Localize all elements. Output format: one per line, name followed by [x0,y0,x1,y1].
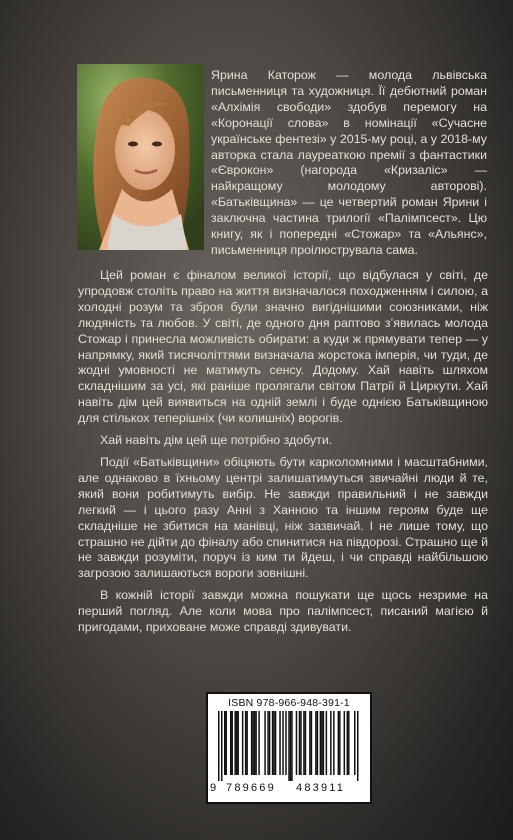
barcode-bar [317,711,318,775]
barcode-bar [354,711,355,775]
barcode-bar [285,711,286,775]
barcode-bar [269,711,270,775]
barcode-bar [279,711,280,775]
author-photo [77,64,204,250]
barcode-bar [296,711,297,775]
barcode-bar [234,711,235,775]
description-paragraph: В кожній історії завжди можна пошукати ще щось незриме на перший погляд. Але коли мова про палімпсест, писаний магією й пригодами, приховане може справді здивувати. [78,588,488,635]
description-paragraph: Події «Батьківщини» обіцяють бути карколомними і масштабними, але однаково в їхньому центрі залишатимуться звичайні люди й те, який вони робитимуть вибір. Не завжди правильний і не завжди легкий — і цього разу Анні з Ханною та іншим героям буде ще складніше не збитися на манівці, ніж зазвичай. І не лише тому, що страшно не дійти до фіналу або спинитися на півдорозі. Страшно ще й не завжди розуміти, поруч із ким ти йдеш, і чи справді найбільшою загрозою залишаються вороги зовнішні. [78,454,488,581]
barcode-bar [258,711,259,775]
barcode-bar [272,711,273,775]
barcode-bar [251,711,252,775]
barcode-bar [309,711,310,775]
description-paragraph: Хай навіть дім цей ще потрібно здобути. [100,433,333,448]
barcode-bar [254,711,255,775]
barcode-bar [338,711,339,775]
barcode-bar [264,711,265,775]
barcode-bar [282,711,283,775]
author-bio: Ярина Каторож — молода львівська письменниця та художниця. Її дебютний роман «Алхімія свободи» здобув перемогу на «Коронації слова» в номінації «Сучасне українське фентезі» у 2015-му році, а у 2018-му авторка стала лауреаткою премії з фантастики «Єврокон» (нагорода «Кризаліс» — найкращому молодому авторові). «Батьківщина» — це четвертий роман Ярини і заключна частина трилогії «Палімпсест». Цю книгу, як і попередні «Стожар» та «Альянс», письменниця проілюструвала сама. [211,68,487,257]
barcode-bar [357,711,358,781]
barcode-bar [224,711,225,775]
barcode-bar [315,711,316,775]
barcode-bar [288,711,289,781]
barcode-left-digits: 789669 [226,782,276,794]
barcode-icon [218,711,360,781]
barcode-bar [300,711,301,775]
barcode-bar [305,711,306,775]
barcode-bar [330,711,331,775]
barcode-bar [236,711,237,775]
barcode-bar [291,711,292,781]
barcode-bar [221,711,222,781]
barcode-bar [275,711,276,775]
barcode-bar [267,711,268,775]
barcode-label [206,692,372,804]
barcode-bar [225,711,226,775]
barcode-bar [344,711,345,775]
isbn-number: ISBN 978-966-948-391-1 [228,697,350,709]
barcode-bar [323,711,324,775]
barcode-bar [237,711,238,775]
barcode-bar [326,711,327,775]
barcode-bar [333,711,334,775]
barcode-first-digit: 9 [210,782,217,794]
barcode-bar [320,711,321,775]
barcode-bar [290,711,291,781]
book-description [78,268,488,642]
description-paragraph: Цей роман є фіналом великої історії, що відбулася у світі, де упродовж століть право на життя визначалося походженням і силою, а холодні розум та зброя були значно вигіднішими союзниками, ніж людяність та любов. У світі, де одного дня раптово з’явилась молода Стожар і принесла можливість обирати: а куди ж прямувати тепер — у напрямку, який тисячоліттями визначала жорстока імперія, чи туди, де жодні умовності не матимуть сенсу. Додому. Хай навіть шляхом складнішим за усі, які раніше пролягали світом Патрії й Циркути. Хай навіть дім цей виявиться на одній землі і буде однією Батьківщиною для стількох теперішніх (чи колишніх) ворогів. [78,268,488,426]
barcode-bar [231,711,232,775]
author-portrait-image [77,64,204,250]
barcode-right-digits: 483911 [296,782,346,794]
barcode-bar [255,711,256,775]
barcode-bar [303,711,304,775]
barcode-bar [321,711,322,775]
barcode-bar [242,711,243,775]
barcode-bar [311,711,312,775]
barcode-bar [246,711,247,775]
barcode-bar [273,711,274,775]
barcode-bar [348,711,349,775]
barcode-bar [347,711,348,775]
barcode-bar [218,711,219,781]
barcode-bar [252,711,253,775]
barcode-bar [245,711,246,775]
barcode-bar [299,711,300,775]
barcode-bar [230,711,231,775]
barcode-bar [339,711,340,775]
